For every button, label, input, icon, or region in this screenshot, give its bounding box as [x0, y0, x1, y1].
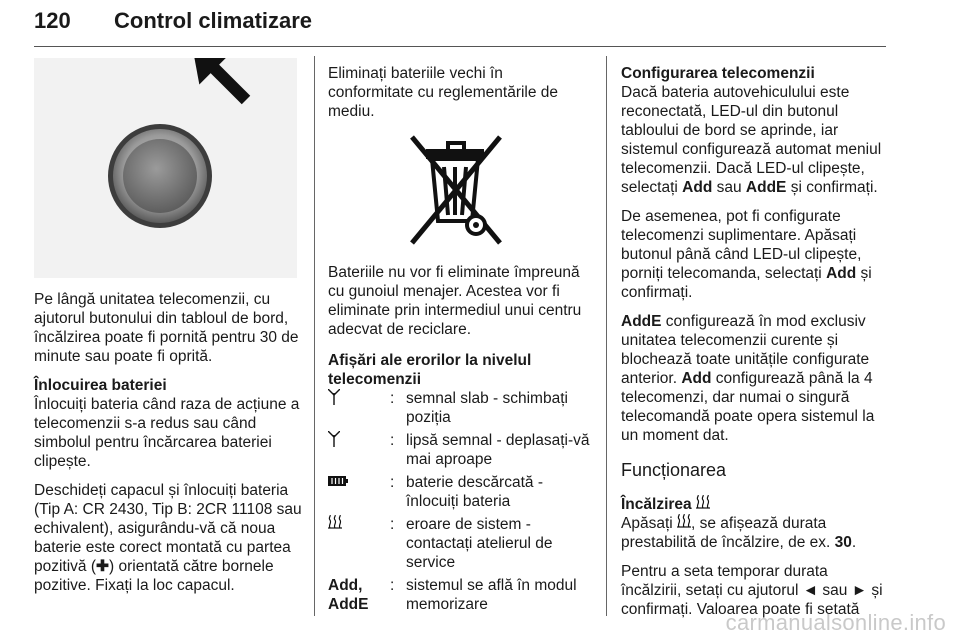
section-heading-errors: Afișări ale erorilor la nivelul telecomenzii: [328, 352, 532, 388]
page-header: [34, 4, 886, 44]
section-heading-config: Configurarea telecomenzii: [621, 65, 815, 82]
error-text: eroare de sistem - contactați atelierul de service: [406, 516, 553, 571]
heating-paragraph-1: Apăsați , se afișează durata prestabilită de încălzire, de ex. 30.: [621, 515, 857, 551]
config-paragraph-1: Dacă bateria autovehiculului este reconectată, LED-ul din butonul tabloului de bord se aprinde, iar sistemul configurează automat meniul telecomenzii. Dacă LED-ul clipește, selectați Add sau AddE și confirmați.: [621, 84, 882, 196]
section-heading-heating: Încălzirea: [621, 495, 889, 514]
column-divider-1: [314, 56, 315, 616]
antenna-icon: [328, 389, 340, 405]
recycling-paragraph: Bateriile nu vor fi eliminate împreună cu gunoiul menajer. Acestea vor fi eliminate prin intermediul unui centru adecvat de reciclare.: [328, 264, 582, 338]
column-3: [621, 64, 889, 629]
error-row: : eroare de sistem - contactați atelierul de service: [328, 515, 590, 576]
button-face: [123, 139, 197, 213]
heating-paragraph-2: Pentru a seta temporar durata încălzirii, setați cu ajutorul ◄ sau ► și confirmați. Valoarea poate fi setată: [621, 563, 883, 618]
section-heading-battery: Înlocuirea bateriei: [34, 377, 167, 394]
crossed-bin-icon: [406, 131, 506, 249]
heat-waves-icon: [677, 514, 691, 528]
disposal-paragraph: Eliminați bateriile vechi în conformitate cu reglementările de mediu.: [328, 65, 559, 120]
error-row: : lipsă semnal - deplasați-vă mai aproape: [328, 431, 590, 473]
mode-label: Add, AddE: [328, 577, 369, 613]
intro-paragraph: Pe lângă unitatea telecomenzii, cu ajutorul butonului din tabloul de bord, încălzirea poate fi pornită pentru 30 de minute sau poate fi oprită.: [34, 291, 299, 365]
error-row: : semnal slab - schimbați poziția: [328, 389, 590, 431]
column-1: [34, 290, 302, 605]
config-paragraph-3: AddE configurează în mod exclusiv unitatea telecomenzii curente și blochează toate unitățile configurate anterior. Add configurează până la 4 telecomenzi, dar numai o singură telecomandă poate opera sistemul la un moment dat.: [621, 313, 875, 444]
button-photo: [34, 58, 297, 278]
error-row: : baterie descărcată - înlocuiți bateria: [328, 473, 590, 515]
page-number: 120: [34, 8, 71, 33]
header-divider: [34, 46, 886, 47]
heat-waves-icon: [696, 495, 710, 509]
battery-icon: [328, 475, 348, 487]
watermark: carmanualsonline.info: [725, 610, 946, 635]
arrow-icon: [177, 58, 262, 116]
battery-paragraph-1: Înlocuiți bateria când raza de acțiune a telecomenzii s-a redus sau când simbolul pentru încărcarea bateriei clipește.: [34, 396, 300, 470]
error-text: sistemul se află în modul memorizare: [406, 577, 577, 613]
section-heading-function: Funcționarea: [621, 460, 727, 480]
config-paragraph-2: De asemenea, pot fi configurate telecomenzi suplimentare. Apăsați butonul până când LED-ul clipește, porniți telecomanda, selectați Add și confirmați.: [621, 208, 872, 301]
dashboard-button-illustration: [34, 58, 297, 278]
page-title: Control climatizare: [114, 8, 313, 33]
error-text: baterie descărcată - înlocuiți bateria: [406, 474, 543, 510]
antenna-icon: [328, 431, 340, 447]
column-2: [328, 64, 590, 614]
error-text: lipsă semnal - deplasați-vă mai aproape: [406, 432, 590, 468]
column-divider-2: [606, 56, 607, 616]
battery-paragraph-2: Deschideți capacul și înlocuiți bateria (Tip A: CR 2430, Tip B: 2CR 11108 sau echivalent), asigurându-vă că noua baterie este corect montată cu partea pozitivă (✚) orientată către bornele pozitive. Fixați la loc capacul.: [34, 482, 302, 594]
plus-symbol-icon: ✚: [96, 558, 110, 575]
error-table: [328, 389, 590, 614]
error-row: Add, AddE : sistemul se află în modul memorizare: [328, 576, 590, 614]
error-text: semnal slab - schimbați poziția: [406, 390, 568, 426]
heat-waves-icon: [328, 515, 342, 529]
